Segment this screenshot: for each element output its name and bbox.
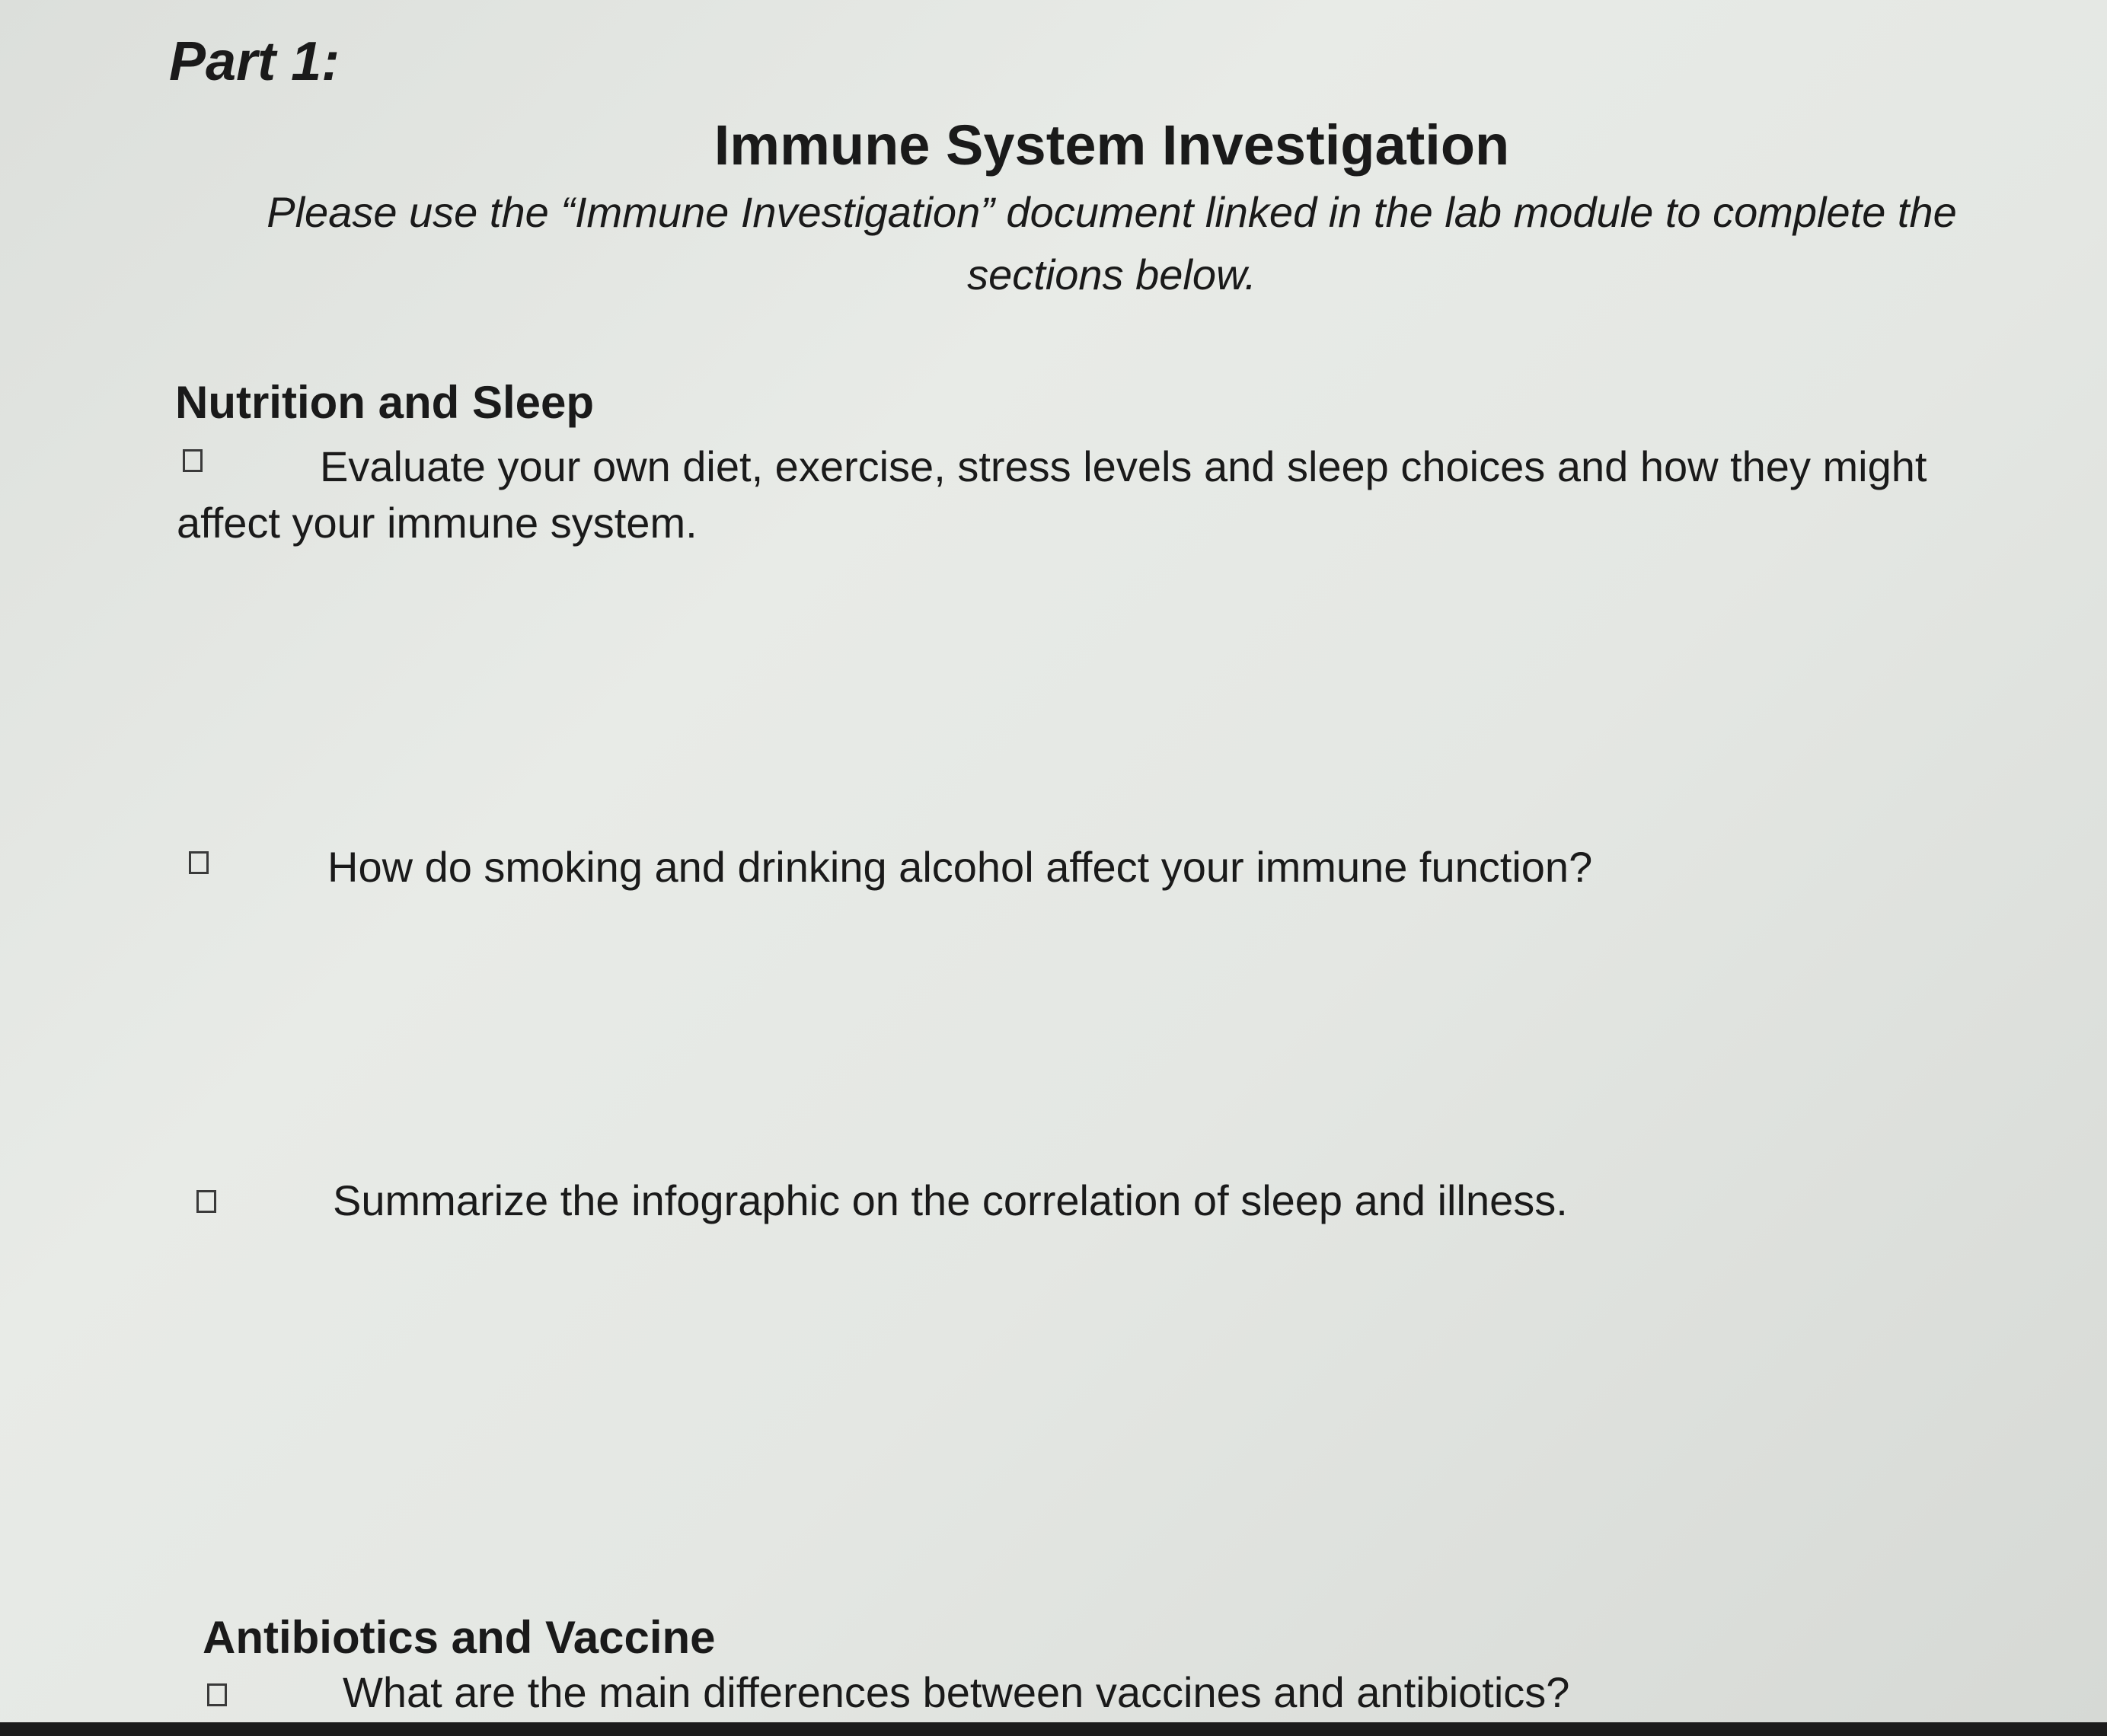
instructions-line-2: sections below.	[967, 251, 1256, 298]
checkbox-question-4[interactable]	[207, 1683, 227, 1706]
section-heading-antibiotics-vaccine: Antibiotics and Vaccine	[203, 1612, 716, 1663]
question-2-text: How do smoking and drinking alcohol affect your immune function?	[327, 843, 1593, 891]
question-3-text: Summarize the infographic on the correlation of sleep and illness.	[333, 1176, 1568, 1224]
instructions-line-1: Please use the “Immune Investigation” document linked in the lab module to complete the	[267, 188, 1957, 236]
document-title: Immune System Investigation	[714, 113, 1510, 177]
screen-bottom-edge	[0, 1722, 2107, 1736]
section-heading-nutrition-sleep: Nutrition and Sleep	[175, 377, 595, 428]
checkbox-question-3[interactable]	[196, 1190, 216, 1213]
question-4-text: What are the main differences between vaccines and antibiotics?	[343, 1668, 1570, 1716]
part-label: Part 1:	[169, 31, 340, 92]
question-1-text-line-2: affect your immune system.	[177, 499, 698, 547]
question-1-text-line-1: Evaluate your own diet, exercise, stress levels and sleep choices and how they might	[320, 442, 1927, 490]
checkbox-question-2[interactable]	[189, 851, 209, 874]
checkbox-question-1[interactable]	[183, 449, 203, 472]
